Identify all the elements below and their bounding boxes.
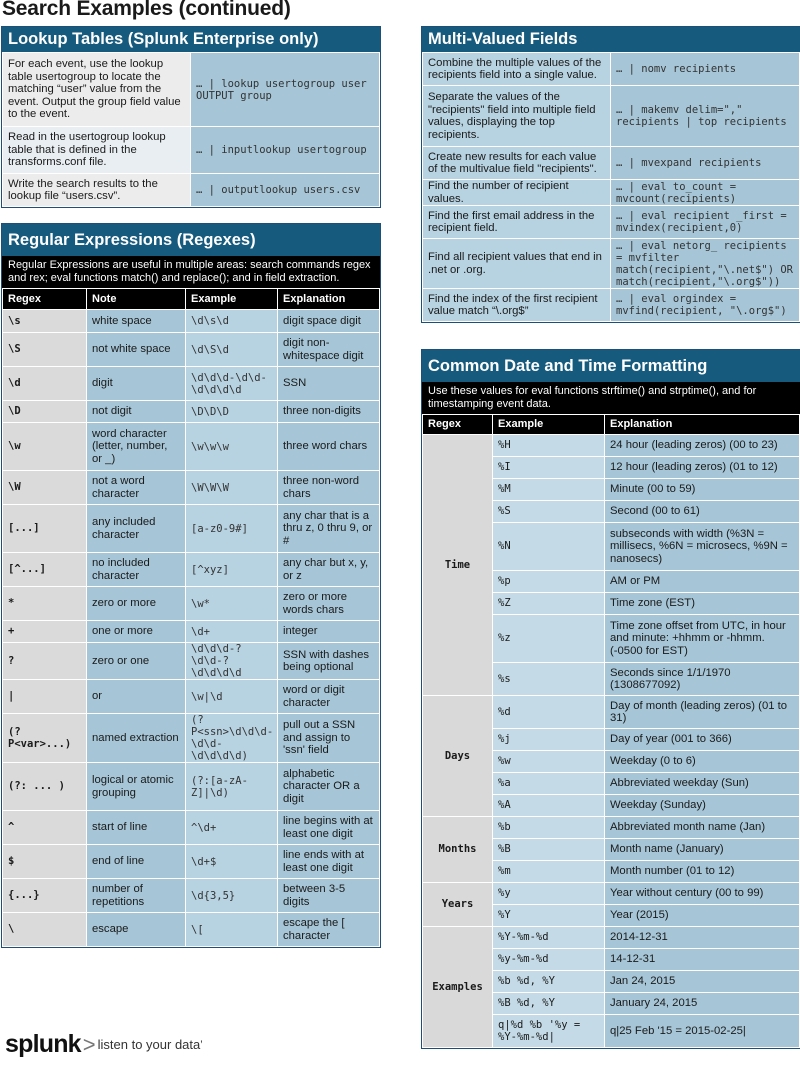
- multivalue-code: … | eval recipient _first = mvindex(recipient,0): [611, 206, 800, 239]
- table-row: [3, 913, 380, 947]
- regex-example: \w\w\w: [186, 423, 278, 471]
- regex-explanation: digit space digit: [278, 310, 380, 333]
- regex-note: or: [87, 680, 186, 714]
- table-row: [3, 174, 380, 207]
- regex-explanation: three non-digits: [278, 401, 380, 423]
- datetime-explanation: 14-12-31: [605, 949, 800, 971]
- logo-tagline: listen to your data: [97, 1037, 201, 1052]
- table-row: [423, 180, 800, 206]
- datetime-table: [422, 414, 800, 1048]
- regex-pattern: \s: [3, 310, 87, 333]
- table-row: [3, 367, 380, 401]
- regex-note: number of repetitions: [87, 879, 186, 913]
- table-row: [423, 696, 800, 729]
- table-row: [423, 883, 800, 905]
- datetime-format: %B %d, %Y: [493, 993, 605, 1015]
- regex-pattern: [^...]: [3, 553, 87, 587]
- regex-note: word character (letter, number, or _): [87, 423, 186, 471]
- col-header: Explanation: [278, 289, 380, 310]
- datetime-explanation: Abbreviated weekday (Sun): [605, 773, 800, 795]
- multivalue-code: … | makemv delim="," recipients | top recipients: [611, 86, 800, 147]
- datetime-group-label: Years: [423, 883, 493, 927]
- regex-example: \W\W\W: [186, 471, 278, 505]
- regex-note: named extraction: [87, 714, 186, 763]
- multivalue-code: … | eval orgindex = mvfind(recipient, "\.org$"): [611, 289, 800, 322]
- datetime-format: %b %d, %Y: [493, 971, 605, 993]
- datetime-format: %p: [493, 571, 605, 593]
- regex-note: zero or more: [87, 587, 186, 621]
- datetime-explanation: Day of month (leading zeros) (01 to 31): [605, 696, 800, 729]
- multivalue-code: … | nomv recipients: [611, 53, 800, 86]
- regex-example: \[: [186, 913, 278, 947]
- col-header: Note: [87, 289, 186, 310]
- regex-note: white space: [87, 310, 186, 333]
- regex-explanation: digit non-whitespace digit: [278, 333, 380, 367]
- datetime-explanation: AM or PM: [605, 571, 800, 593]
- datetime-explanation: Time zone (EST): [605, 593, 800, 615]
- splunk-logo: [5, 1030, 203, 1059]
- datetime-explanation: Time zone offset from UTC, in hour and minute: +hhmm or -hhmm. (-0500 for EST): [605, 615, 800, 663]
- datetime-explanation: January 24, 2015: [605, 993, 800, 1015]
- datetime-format: %S: [493, 501, 605, 523]
- regex-example: [^xyz]: [186, 553, 278, 587]
- regex-explanation: SSN: [278, 367, 380, 401]
- lookup-code: … | inputlookup usertogroup: [191, 127, 380, 174]
- datetime-format: q|%d %b '%y = %Y-%m-%d|: [493, 1015, 605, 1048]
- regex-pattern: $: [3, 845, 87, 879]
- regex-pattern: (?: ... ): [3, 763, 87, 811]
- multivalue-code: … | eval netorg_ recipients = mvfilter match(recipient,"\.net$") OR match(recipient,"\.org$")): [611, 239, 800, 289]
- regex-explanation: three non-word chars: [278, 471, 380, 505]
- datetime-explanation: 24 hour (leading zeros) (00 to 23): [605, 435, 800, 457]
- datetime-explanation: Month name (January): [605, 839, 800, 861]
- datetime-format: %d: [493, 696, 605, 729]
- regex-note: end of line: [87, 845, 186, 879]
- regex-pattern: {...}: [3, 879, 87, 913]
- datetime-explanation: Jan 24, 2015: [605, 971, 800, 993]
- table-row: [3, 53, 380, 127]
- datetime-explanation: Abbreviated month name (Jan): [605, 817, 800, 839]
- regex-pattern: ?: [3, 643, 87, 680]
- regex-explanation: three word chars: [278, 423, 380, 471]
- datetime-group-label: Time: [423, 435, 493, 696]
- datetime-explanation: Second (00 to 61): [605, 501, 800, 523]
- datetime-explanation: q|25 Feb '15 = 2015-02-25|: [605, 1015, 800, 1048]
- datetime-format: %w: [493, 751, 605, 773]
- multivalue-desc: Separate the values of the "recipients" field into multiple field values, displaying the top recipients.: [423, 86, 611, 147]
- table-row: [423, 206, 800, 239]
- multivalue-desc: Find the first email address in the recipient field.: [423, 206, 611, 239]
- regex-pattern: |: [3, 680, 87, 714]
- datetime-format: %z: [493, 615, 605, 663]
- table-row: [423, 86, 800, 147]
- regex-heading: Regular Expressions (Regexes): [2, 224, 380, 256]
- table-row: [423, 817, 800, 839]
- datetime-format: %H: [493, 435, 605, 457]
- regex-explanation: between 3-5 digits: [278, 879, 380, 913]
- table-row: [3, 845, 380, 879]
- regex-example: \d\S\d: [186, 333, 278, 367]
- multivalued-fields-table: [422, 52, 800, 322]
- datetime-description: Use these values for eval functions strftime() and strptime(), and for timestamping event data.: [422, 382, 800, 414]
- regex-explanation: SSN with dashes being optional: [278, 643, 380, 680]
- regex-example: \d\d\d-?\d\d-?\d\d\d\d: [186, 643, 278, 680]
- regex-explanation: any char but x, y, or z: [278, 553, 380, 587]
- multivalue-desc: Find all recipient values that end in .net or .org.: [423, 239, 611, 289]
- datetime-explanation: Year (2015): [605, 905, 800, 927]
- regex-example: \w*: [186, 587, 278, 621]
- datetime-format: %j: [493, 729, 605, 751]
- regex-pattern: \W: [3, 471, 87, 505]
- regex-pattern: +: [3, 621, 87, 643]
- datetime-format: %Y: [493, 905, 605, 927]
- regex-example: \d\d\d-\d\d-\d\d\d\d: [186, 367, 278, 401]
- datetime-format: %a: [493, 773, 605, 795]
- datetime-group-label: Examples: [423, 927, 493, 1048]
- table-row: [3, 587, 380, 621]
- lookup-tables-table: [2, 52, 380, 207]
- regex-example: \D\D\D: [186, 401, 278, 423]
- datetime-heading: Common Date and Time Formatting: [422, 350, 800, 382]
- col-header: Example: [186, 289, 278, 310]
- lookup-desc: For each event, use the lookup table usertogroup to locate the matching “user” value from the event. Output the group field value to the event.: [3, 53, 191, 127]
- regex-section: [1, 223, 381, 948]
- table-row: [423, 289, 800, 322]
- table-row: [3, 127, 380, 174]
- regex-header-row: [3, 289, 380, 310]
- chevron-right-icon: >: [82, 1031, 96, 1057]
- regex-pattern: ^: [3, 811, 87, 845]
- multivalue-code: … | eval to_count = mvcount(recipients): [611, 180, 800, 206]
- regex-note: not white space: [87, 333, 186, 367]
- datetime-format: %Y-%m-%d: [493, 927, 605, 949]
- regex-pattern: [...]: [3, 505, 87, 553]
- datetime-format: %Z: [493, 593, 605, 615]
- regex-note: logical or atomic grouping: [87, 763, 186, 811]
- regex-explanation: escape the [ character: [278, 913, 380, 947]
- regex-explanation: pull out a SSN and assign to 'ssn' field: [278, 714, 380, 763]
- table-row: [3, 714, 380, 763]
- lookup-code: … | outputlookup users.csv: [191, 174, 380, 207]
- regex-pattern: *: [3, 587, 87, 621]
- regex-example: \d+$: [186, 845, 278, 879]
- regex-note: no included character: [87, 553, 186, 587]
- regex-note: one or more: [87, 621, 186, 643]
- datetime-format: %M: [493, 479, 605, 501]
- regex-example: \d{3,5}: [186, 879, 278, 913]
- table-row: [3, 401, 380, 423]
- multivalue-desc: Find the number of recipient values.: [423, 180, 611, 206]
- datetime-format: %s: [493, 663, 605, 696]
- datetime-format: %N: [493, 523, 605, 571]
- multivalue-desc: Combine the multiple values of the recipients field into a single value.: [423, 53, 611, 86]
- datetime-format: %A: [493, 795, 605, 817]
- lookup-desc: Read in the usertogroup lookup table that is defined in the transforms.conf file.: [3, 127, 191, 174]
- regex-example: \d\s\d: [186, 310, 278, 333]
- datetime-format: %I: [493, 457, 605, 479]
- datetime-explanation: Year without century (00 to 99): [605, 883, 800, 905]
- regex-pattern: \d: [3, 367, 87, 401]
- datetime-format: %y: [493, 883, 605, 905]
- table-row: [3, 471, 380, 505]
- regex-table: [2, 288, 380, 947]
- table-row: [3, 333, 380, 367]
- regex-explanation: zero or more words chars: [278, 587, 380, 621]
- datetime-format: %m: [493, 861, 605, 883]
- regex-pattern: \S: [3, 333, 87, 367]
- regex-explanation: any char that is a thru z, 0 thru 9, or #: [278, 505, 380, 553]
- datetime-header-row: [423, 415, 800, 435]
- multivalued-fields-section: [421, 26, 800, 323]
- table-row: [423, 435, 800, 457]
- regex-example: (?:[a-zA-Z]|\d): [186, 763, 278, 811]
- datetime-explanation: subseconds with width (%3N = millisecs, %6N = microsecs, %9N = nanosecs): [605, 523, 800, 571]
- datetime-group-label: Months: [423, 817, 493, 883]
- table-row: [3, 643, 380, 680]
- logo-trademark: ’: [200, 1038, 203, 1051]
- regex-description: Regular Expressions are useful in multiple areas: search commands regex and rex; eval functions match() and replace(); and in field extraction.: [2, 256, 380, 288]
- regex-note: not digit: [87, 401, 186, 423]
- col-header: Explanation: [605, 415, 800, 435]
- regex-example: (?P<ssn>\d\d\d-\d\d-\d\d\d\d): [186, 714, 278, 763]
- regex-pattern: (?P<var>...): [3, 714, 87, 763]
- datetime-format: %B: [493, 839, 605, 861]
- lookup-code: … | lookup usertogroup user OUTPUT group: [191, 53, 380, 127]
- datetime-explanation: Day of year (001 to 366): [605, 729, 800, 751]
- table-row: [423, 927, 800, 949]
- table-row: [3, 763, 380, 811]
- table-row: [3, 879, 380, 913]
- datetime-explanation: Weekday (0 to 6): [605, 751, 800, 773]
- col-header: Regex: [423, 415, 493, 435]
- regex-explanation: alphabetic character OR a digit: [278, 763, 380, 811]
- datetime-explanation: 12 hour (leading zeros) (01 to 12): [605, 457, 800, 479]
- regex-note: escape: [87, 913, 186, 947]
- datetime-explanation: Weekday (Sunday): [605, 795, 800, 817]
- regex-pattern: \w: [3, 423, 87, 471]
- lookup-tables-section: [1, 26, 381, 208]
- lookup-desc: Write the search results to the lookup file “users.csv”.: [3, 174, 191, 207]
- logo-wordmark: splunk: [5, 1030, 81, 1058]
- table-row: [423, 53, 800, 86]
- datetime-group-label: Days: [423, 696, 493, 817]
- table-row: [3, 423, 380, 471]
- regex-example: \w|\d: [186, 680, 278, 714]
- regex-example: \d+: [186, 621, 278, 643]
- datetime-explanation: Minute (00 to 59): [605, 479, 800, 501]
- datetime-explanation: 2014-12-31: [605, 927, 800, 949]
- regex-example: ^\d+: [186, 811, 278, 845]
- multivalue-desc: Create new results for each value of the multivalue field "recipients".: [423, 147, 611, 180]
- datetime-section: [421, 349, 800, 1049]
- regex-pattern: \: [3, 913, 87, 947]
- regex-note: zero or one: [87, 643, 186, 680]
- datetime-format: %y-%m-%d: [493, 949, 605, 971]
- regex-pattern: \D: [3, 401, 87, 423]
- table-row: [3, 505, 380, 553]
- regex-example: [a-z0-9#]: [186, 505, 278, 553]
- table-row: [3, 811, 380, 845]
- regex-note: any included character: [87, 505, 186, 553]
- table-row: [423, 239, 800, 289]
- table-row: [3, 680, 380, 714]
- regex-note: digit: [87, 367, 186, 401]
- table-row: [3, 553, 380, 587]
- datetime-explanation: Seconds since 1/1/1970 (1308677092): [605, 663, 800, 696]
- regex-explanation: line begins with at least one digit: [278, 811, 380, 845]
- datetime-format: %b: [493, 817, 605, 839]
- multivalue-code: … | mvexpand recipients: [611, 147, 800, 180]
- multivalue-desc: Find the index of the first recipient value match “\.org$”: [423, 289, 611, 322]
- regex-explanation: integer: [278, 621, 380, 643]
- table-row: [3, 310, 380, 333]
- col-header: Example: [493, 415, 605, 435]
- col-header: Regex: [3, 289, 87, 310]
- table-row: [423, 147, 800, 180]
- regex-explanation: line ends with at least one digit: [278, 845, 380, 879]
- regex-note: not a word character: [87, 471, 186, 505]
- datetime-explanation: Month number (01 to 12): [605, 861, 800, 883]
- regex-explanation: word or digit character: [278, 680, 380, 714]
- page-title: Search Examples (continued): [2, 0, 291, 20]
- lookup-tables-heading: Lookup Tables (Splunk Enterprise only): [2, 27, 380, 52]
- multivalued-fields-heading: Multi-Valued Fields: [422, 27, 800, 52]
- regex-note: start of line: [87, 811, 186, 845]
- table-row: [3, 621, 380, 643]
